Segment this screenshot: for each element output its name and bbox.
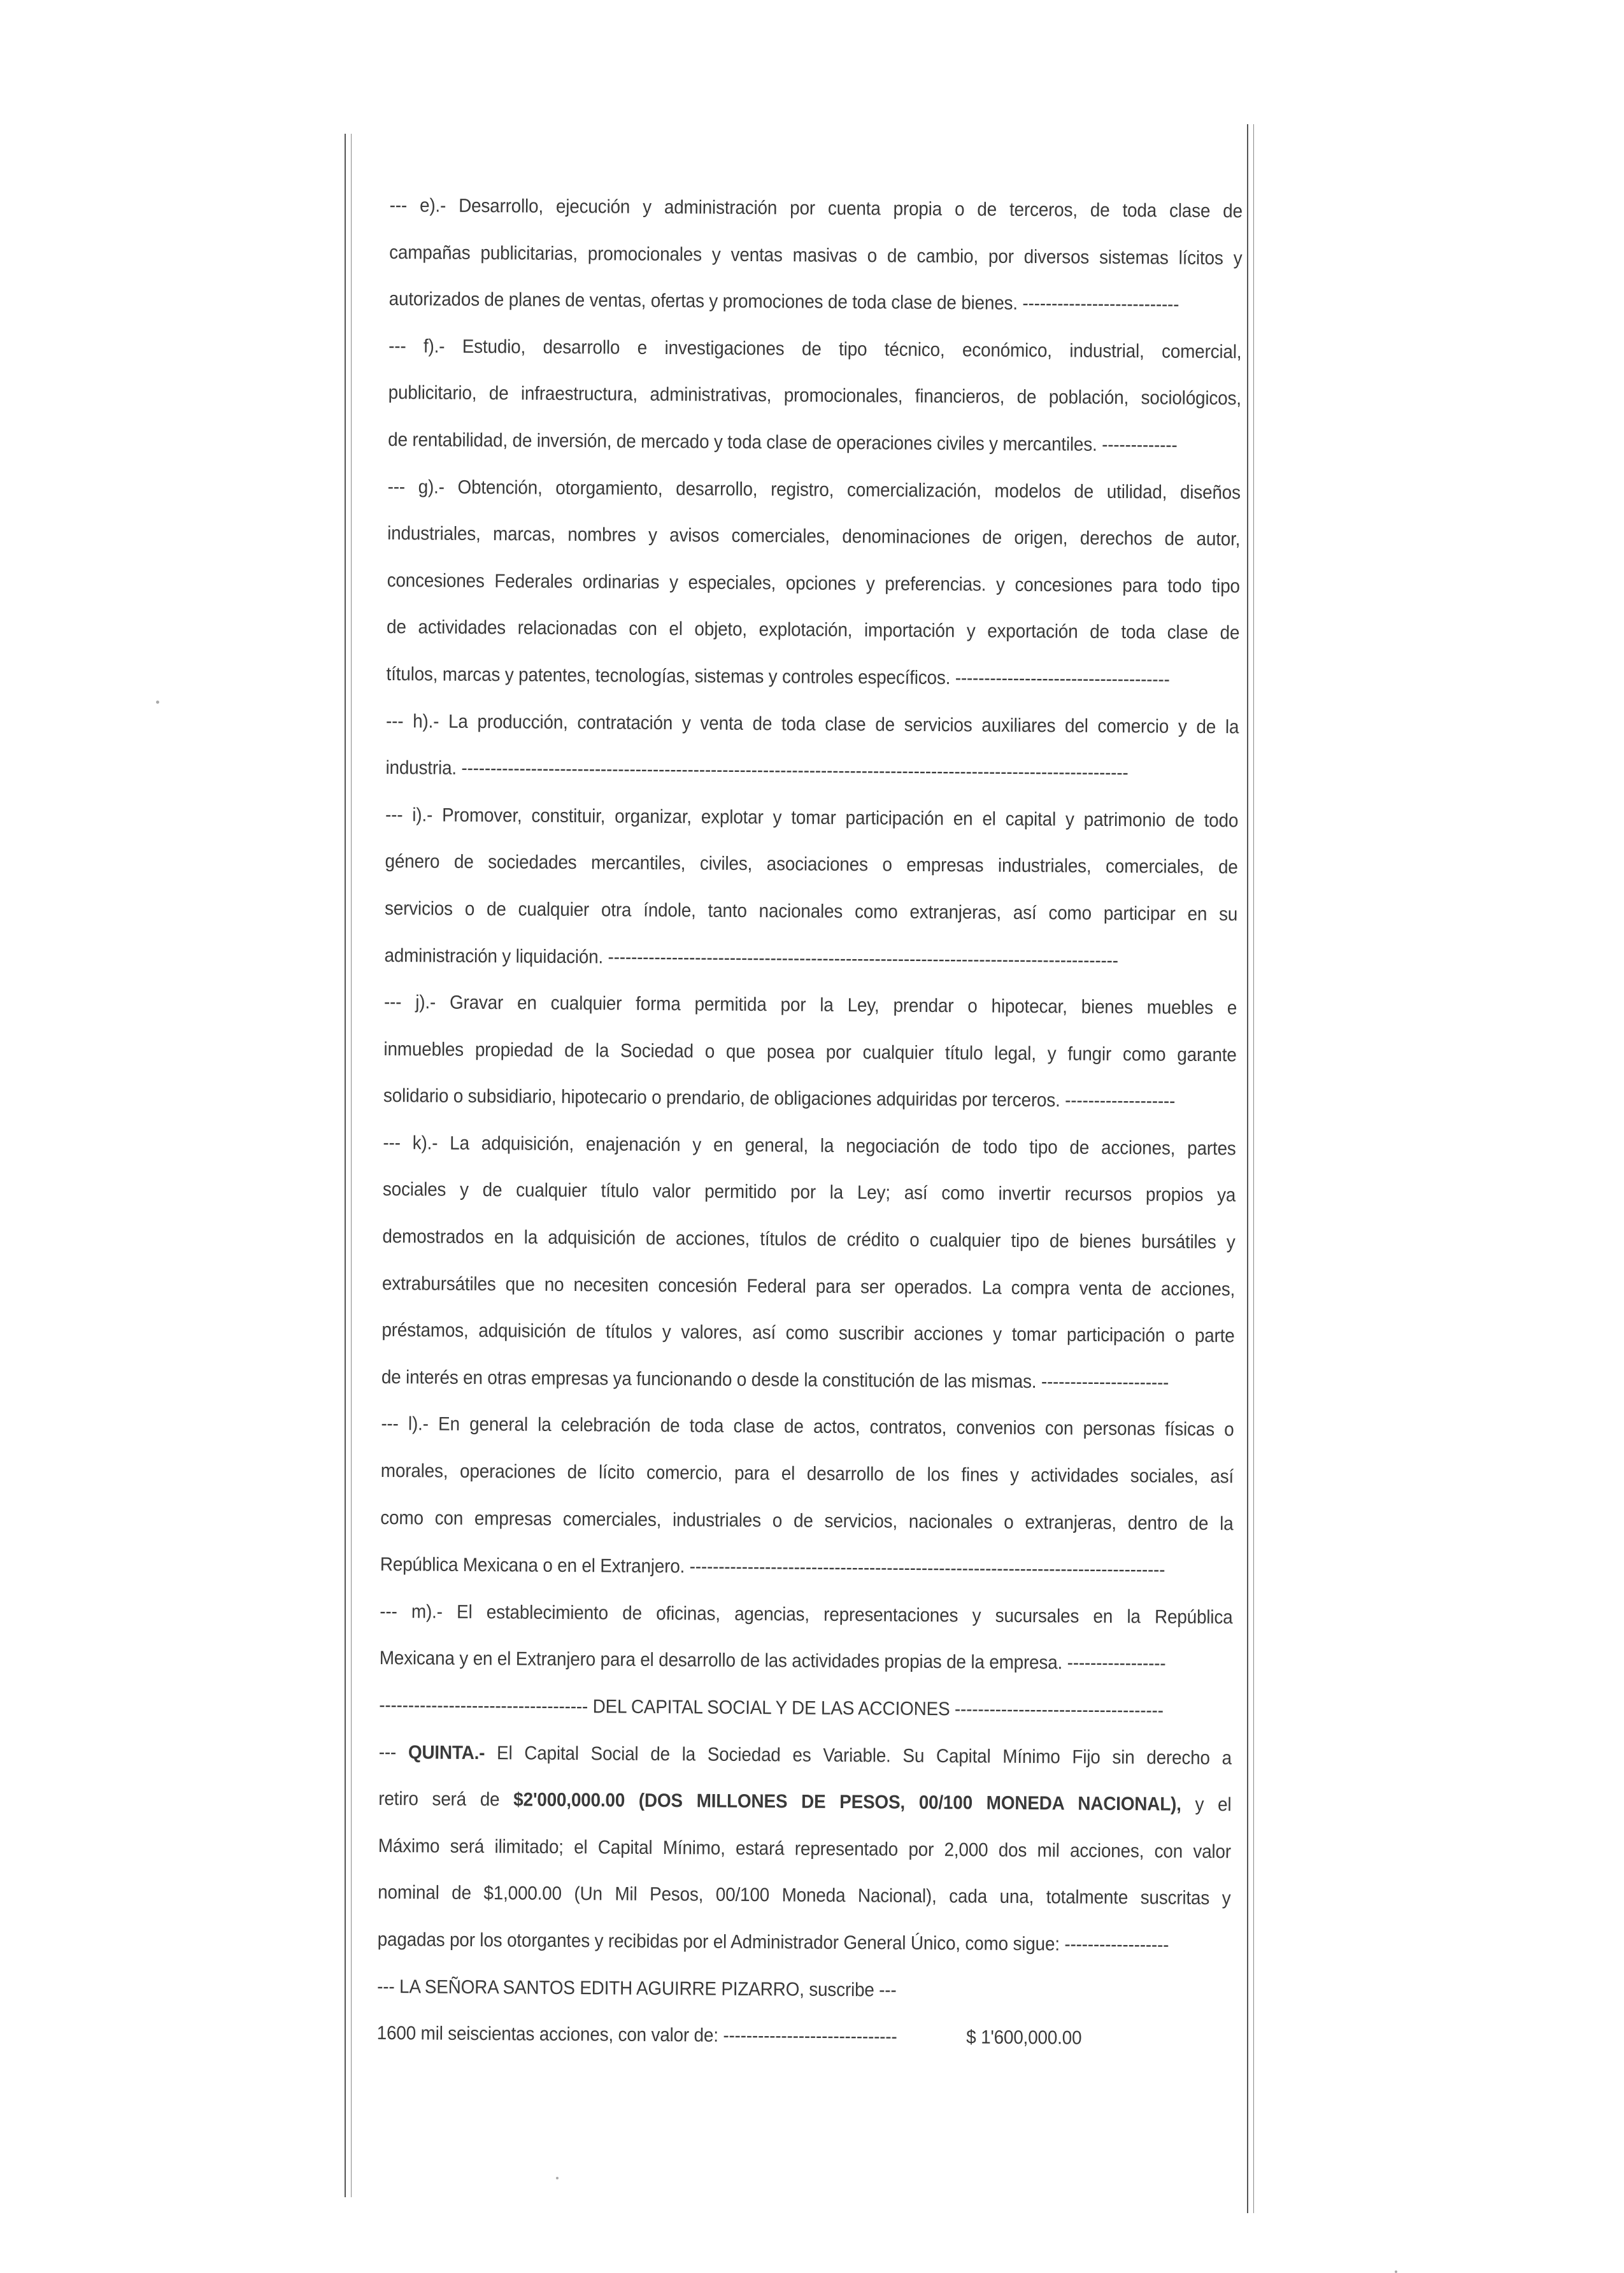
text-line: --- j).- Gravar en cualquier forma permitida por la Ley, prendar o hipotecar, bienes muebles e	[383, 992, 1237, 1019]
text-line: demostrados en la adquisición de acciones, títulos de crédito o cualquier tipo de bienes bursátiles y	[382, 1226, 1236, 1253]
text-line: préstamos, adquisición de títulos y valores, así como suscribir acciones y tomar participación o parte	[381, 1320, 1235, 1347]
text-line: concesiones Federales ordinarias y especiales, opciones y preferencias. y concesiones para todo tipo	[387, 569, 1240, 597]
text-line: República Mexicana o en el Extranjero. ----------------------------------------------------------------------------------	[380, 1554, 1165, 1581]
text-line: servicios o de cualquier otra índole, tanto nacionales como extranjeras, así como participar en su	[384, 897, 1238, 925]
text-line: títulos, marcas y patentes, tecnologías, sistemas y controles específicos. -------------------------------------	[386, 663, 1170, 690]
text-line: --- e).- Desarrollo, ejecución y administración por cuenta propia o de terceros, de toda clase de	[389, 194, 1243, 222]
text-line: --- f).- Estudio, desarrollo e investigaciones de tipo técnico, económico, industrial, comercial,	[388, 335, 1242, 363]
text-line: publicitario, de infraestructura, administrativas, promocionales, financieros, de población, sociológicos,	[388, 382, 1241, 410]
shareholder-line: --- LA SEÑORA SANTOS EDITH AGUIRRE PIZARRO, suscribe ---	[377, 1976, 897, 2001]
clause-quinta-text: retiro será de	[378, 1788, 514, 1811]
text-line: campañas publicitarias, promocionales y ventas masivas o de cambio, por diversos sistemas lícitos y	[389, 241, 1243, 269]
clause-prefix: ---	[378, 1741, 408, 1763]
clause-quinta-text: y el	[1181, 1793, 1232, 1816]
text-line: industria. -------------------------------------------------------------------------------------------------------------------	[385, 757, 1129, 784]
text-line: --- m).- El establecimiento de oficinas, agencias, representaciones y sucursales en la República	[380, 1600, 1233, 1628]
text-line: solidario o subsidiario, hipotecario o prendario, de obligaciones adquiridas por terceros. -------------------	[383, 1085, 1176, 1112]
clause-quinta-line-3: Máximo será ilimitado; el Capital Mínimo, estará representado por 2,000 dos mil acciones, con valor	[378, 1835, 1232, 1863]
text-line: inmuebles propiedad de la Sociedad o que posea por cualquier título legal, y fungir como garante	[383, 1038, 1237, 1066]
text-line: --- k).- La adquisición, enajenación y en general, la negociación de todo tipo de acciones, partes	[383, 1132, 1236, 1160]
scan-speck	[1395, 2270, 1397, 2273]
clause-quinta-heading: QUINTA.-	[408, 1741, 485, 1764]
text-line: género de sociedades mercantiles, civiles, asociaciones o empresas industriales, comerciales, de	[385, 851, 1238, 878]
text-line: industriales, marcas, nombres y avisos comerciales, denominaciones de origen, derechos de autor,	[387, 523, 1241, 550]
clause-quinta-text: El Capital Social de la Sociedad es Variable. Su Capital Mínimo Fijo sin derecho a	[485, 1742, 1232, 1769]
text-line: de actividades relacionadas con el objeto, explotación, importación y exportación de toda clase de	[387, 616, 1240, 644]
capital-minimum-amount: $2'000,000.00 (DOS MILLONES DE PESOS, 00/100 MONEDA NACIONAL),	[513, 1789, 1181, 1815]
document-text	[376, 182, 1243, 2063]
left-margin-rule	[345, 134, 346, 2197]
text-line: administración y liquidación. ----------------------------------------------------------------------------------------	[384, 944, 1118, 971]
text-line: de interés en otras empresas ya funcionando o desde la constitución de las mismas. ----------------------	[381, 1366, 1169, 1393]
left-margin-rule-inner	[351, 134, 352, 2197]
clause-quinta-line-5: pagadas por los otorgantes y recibidas por el Administrador General Único, como sigue: ------------------	[377, 1928, 1169, 1956]
text-line: --- g).- Obtención, otorgamiento, desarrollo, registro, comercialización, modelos de utilidad, diseños	[387, 476, 1241, 503]
clause-quinta-line-1	[379, 1729, 1232, 1782]
clause-quinta-line-4: nominal de $1,000.00 (Un Mil Pesos, 00/100 Moneda Nacional), cada una, totalmente suscritas y	[378, 1882, 1231, 1909]
text-line: morales, operaciones de lícito comercio, para el desarrollo de los fines y actividades sociales, así	[380, 1460, 1234, 1488]
subscription-amount: $ 1'600,000.00	[966, 2027, 1082, 2049]
text-line: --- h).- La producción, contratación y venta de toda clase de servicios auxiliares del comercio y de la	[385, 710, 1239, 737]
scan-speck	[156, 701, 159, 704]
text-line: --- i).- Promover, constituir, organizar, explotar y tomar participación en el capital y patrimonio de todo	[385, 804, 1239, 832]
clause-quinta-line-2	[378, 1776, 1232, 1828]
subscription-label: 1600 mil seiscientas acciones, con valor de: ------------------------------	[376, 2023, 897, 2048]
text-line: extrabursátiles que no necesiten concesión Federal para ser operados. La compra venta de acciones,	[381, 1272, 1236, 1300]
subscription-row	[376, 2010, 1230, 2063]
right-margin-rule-inner	[1253, 124, 1254, 2213]
text-line: --- l).- En general la celebración de toda clase de actos, contratos, convenios con personas físicas o	[381, 1413, 1234, 1441]
text-line: autorizados de planes de ventas, ofertas y promociones de toda clase de bienes. ---------------------------	[388, 289, 1179, 315]
text-line: de rentabilidad, de inversión, de mercado y toda clase de operaciones civiles y mercantiles. -------------	[388, 429, 1178, 456]
section-heading-capital-social: ------------------------------------ DEL CAPITAL SOCIAL Y DE LAS ACCIONES ------------------------------------	[379, 1694, 1164, 1721]
text-line: sociales y de cualquier título valor permitido por la Ley; así como invertir recursos propios ya	[382, 1179, 1236, 1206]
text-line: como con empresas comerciales, industriales o de servicios, nacionales o extranjeras, dentro de la	[380, 1507, 1234, 1534]
right-margin-rule	[1247, 124, 1248, 2213]
text-line: Mexicana y en el Extranjero para el desarrollo de las actividades propias de la empresa. -----------------	[379, 1648, 1166, 1674]
scan-speck	[556, 2177, 559, 2179]
